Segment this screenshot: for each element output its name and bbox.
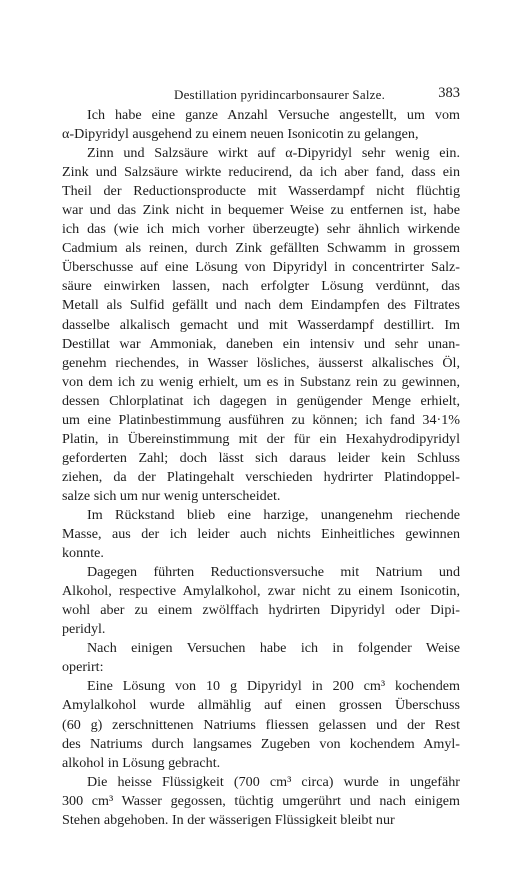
text-line: Platin, in Übereinstimmung mit der für ein Hexahydrodipyridyl — [62, 430, 460, 447]
text-line: ich das (wie ich mich vorher überzeugte) sehr ähnlich wirkende — [62, 221, 460, 238]
text-line: dessen Chlorplatinat ich dagegen in genügender Menge erhielt, — [62, 392, 460, 409]
text-line: Zinn und Salzsäure wirkt auf α-Dipyridyl sehr wenig ein. — [87, 145, 460, 162]
paragraph — [62, 144, 460, 506]
text-line: Im Rückstand blieb eine harzige, unangenehm riechende — [87, 506, 460, 523]
paragraph — [62, 106, 460, 144]
text-line: operirt: — [62, 659, 104, 676]
text-line: Dagegen führten Reductionsversuche mit Natrium und — [87, 564, 460, 581]
text-line: konnte. — [62, 545, 104, 562]
text-line: 300 cm³ Wasser gegossen, tüchtig umgerührt und nach einigem — [62, 792, 460, 809]
text-line: des Natriums durch langsames Zugeben von kochendem Amyl- — [62, 735, 460, 752]
paragraph — [62, 639, 460, 677]
text-line: um eine Platinbestimmung ausführen zu können; ich fand 34·1% — [62, 411, 460, 428]
text-line: ziehen, da der Platingehalt verschieden hydrirter Platindoppel- — [62, 468, 460, 485]
text-line: Cadmium als reinen, durch Zink gefällten Schwamm in grossem — [62, 240, 460, 257]
text-line: alkohol in Lösung gebracht. — [62, 754, 221, 771]
text-line: Metall als Sulfid gefällt und nach dem Eindampfen des Filtrates — [62, 297, 460, 314]
text-line: Theil der Reductionsproducte mit Wasserdampf nicht flüchtig — [62, 183, 460, 200]
paragraph — [62, 506, 460, 563]
text-line: Alkohol, respective Amylalkohol, zwar nicht zu einem Isonicotin, — [62, 583, 460, 600]
text-line: Ich habe eine ganze Anzahl Versuche angestellt, um vom — [87, 107, 460, 123]
text-line: (60 g) zerschnittenen Natriums fliessen gelassen und der Rest — [62, 716, 460, 733]
text-line: war und das Zink nicht in bequemer Weise zu entfernen ist, habe — [62, 202, 460, 219]
text-line: Zink und Salzsäure wirkte reducirend, da ich aber fand, dass ein — [62, 164, 460, 181]
page-number: 383 — [438, 85, 460, 101]
text-line: Eine Lösung von 10 g Dipyridyl in 200 cm³ kochendem — [87, 678, 460, 695]
text-line: Die heisse Flüssigkeit (700 cm³ circa) wurde in ungefähr — [87, 773, 460, 790]
text-line: Masse, aus der ich leider auch nichts Einheitliches gewinnen — [62, 526, 460, 543]
text-line: salze sich um nur wenig unterscheidet. — [62, 487, 281, 504]
paragraph — [62, 773, 460, 830]
page-header — [62, 85, 460, 103]
text-line: Überschusse auf eine Lösung von Dipyridyl in concentrirter Salz- — [62, 259, 460, 276]
text-line: dasselbe alkalisch gemacht und mit Wasserdampf destillirt. Im — [62, 316, 460, 333]
text-line: α-Dipyridyl ausgehend zu einem neuen Isonicotin zu gelangen, — [62, 126, 419, 143]
body-text — [62, 106, 460, 830]
text-line: Nach einigen Versuchen habe ich in folgender Weise — [87, 640, 460, 657]
text-line: Amylalkohol wurde allmählig auf einen grossen Überschuss — [62, 697, 460, 714]
running-title: Destillation pyridincarbonsaurer Salze. — [174, 87, 386, 102]
text-line: geforderten Zahl; doch lässt sich daraus leider kein Schluss — [62, 449, 460, 466]
paragraph — [62, 677, 460, 772]
text-line: genehm riechendes, in Wasser lösliches, äusserst alkalisches Öl, — [62, 354, 460, 371]
text-line: Destillat war Ammoniak, daneben ein intensiv und sehr unan- — [62, 335, 460, 352]
text-line: Stehen abgehoben. In der wässerigen Flüssigkeit bleibt nur — [62, 811, 395, 828]
paragraph — [62, 563, 460, 639]
text-line: von dem ich zu wenig erhielt, um es in Substanz rein zu gewinnen, — [62, 373, 460, 390]
text-line: säure einwirken lassen, nach erfolgter Lösung verdünnt, das — [62, 278, 460, 295]
text-line: peridyl. — [62, 621, 106, 638]
text-line: wohl aber zu einem zwölffach hydrirten Dipyridyl oder Dipi- — [62, 602, 460, 619]
